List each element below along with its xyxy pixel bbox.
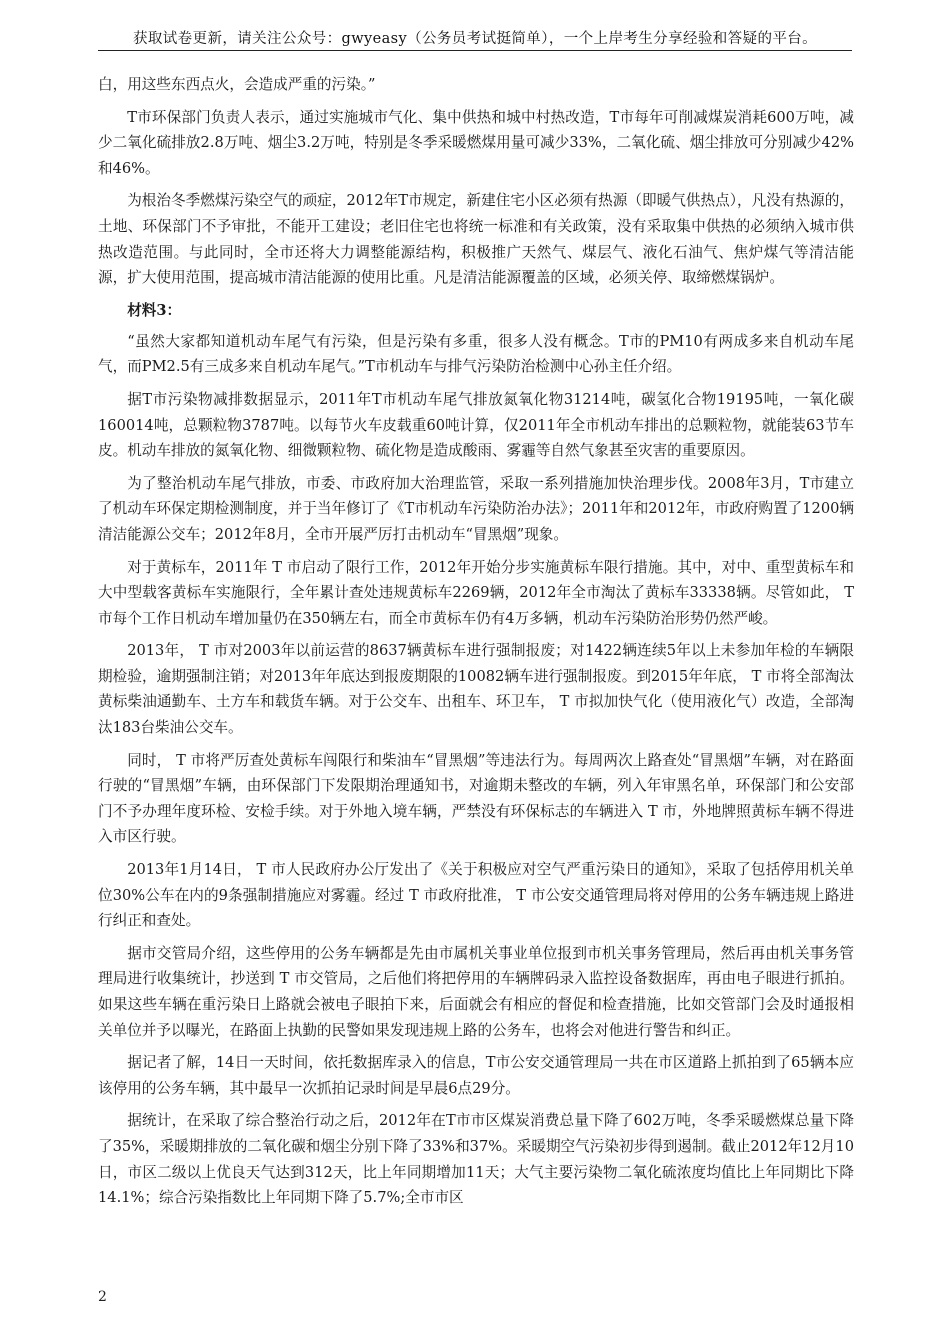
paragraph-statistics: 据统计，在采取了综合整治行动之后，2012年在T市市区煤炭消费总量下降了602万吨，冬季采暖燃煤总量下降了35%，采暖期排放的二氧化碳和烟尘分别下降了33%和37%。采暖期空气污染初步得到遏制。截止2012年12月10日，市区二级以上优良天气达到312天，比上年同期增加11天；大气主要污染物二氧化硫浓度均值比上年同期比下降14.1%；综合污染指数比上年同期下降了5.7%;全市市区	[98, 1112, 854, 1207]
paragraph-continuation: 白，用这些东西点火，会造成严重的污染。”	[98, 76, 376, 93]
header-divider	[98, 50, 852, 51]
material-3-heading: 材料3：	[127, 301, 182, 319]
paragraph-2013-scrapping: 2013年， T 市对2003年以前运营的8637辆黄标车进行强制报废；对1422辆连续5年以上未参加年检的车辆限期检验，逾期强制注销；对2013年年底达到报废期限的10082辆车进行强制报废。到2015年年底， T 市将全部淘汰黄标柴油通勤车、土方车和载货车辆。对于公交车、出租车、环卫车， T 市拟加快气化（使用液化气）改造，全部淘汰183台柴油公交车。	[98, 642, 854, 737]
paragraph-jan-14-notice: 2013年1月14日， T 市人民政府办公厅发出了《关于积极应对空气严重污染日的通知》，采取了包括停用机关单位30%公车在内的9条强制措施应对雾霾。经过 T 市政府批准， T 市公安交通管理局将对停用的公务车辆违规上路进行纠正和查处。	[98, 861, 854, 930]
paragraph-vehicle-exhaust: “虽然大家都知道机动车尾气有污染，但是污染有多重，很多人没有概念。T市的PM10有两成多来自机动车尾气，而PM2.5有三成多来自机动车尾气。”T市机动车与排气污染防治检测中心孙主任介绍。	[98, 332, 854, 376]
paragraph-traffic-bureau: 据市交管局介绍，这些停用的公务车辆都是先由市属机关事业单位报到市机关事务管理局，然后再由机关事务管理局进行收集统计，抄送到 T 市交管局，之后他们将把停用的车辆牌码录入监控设备数据库，再由电子眼进行抓拍。如果这些车辆在重污染日上路就会被电子眼拍下来，后面就会有相应的督促和检查措施，比如交管部门会及时通报相关单位并予以曝光，在路面上执勤的民警如果发现违规上路的公务车，也将会对他进行警告和纠正。	[98, 944, 854, 1039]
paragraph-black-smoke: 同时， T 市将严厉查处黄标车闯限行和柴油车“冒黑烟”等违法行为。每周两次上路查处“冒黑烟”车辆，对在路面行驶的“冒黑烟”车辆，由环保部门下发限期治理通知书，对逾期未整改的车辆，列入年审黑名单，环保部门和公安部门不予办理年度环检、安检手续。对于外地入境车辆，严禁没有环保标志的车辆进入 T 市，外地牌照黄标车辆不得进入市区行驶。	[98, 751, 854, 846]
paragraph-yellow-label-cars: 对于黄标车，2011年 T 市启动了限行工作，2012年开始分步实施黄标车限行措施。其中，对中、重型黄标车和大中型载客黄标车实施限行，全年累计查处违规黄标车2269辆，2012年全市淘汰了黄标车33338辆。尽管如此， T 市每个工作日机动车增加量仍在350辆左右，而全市黄标车仍有4万多辆，机动车污染防治形势仍然严峻。	[98, 558, 854, 627]
document-body	[98, 72, 854, 1218]
header-notice: 获取试卷更新，请关注公众号：gwyeasy（公务员考试挺简单），一个上岸考生分享经验和答疑的平台。	[132, 31, 818, 47]
paragraph-reporter-findings: 据记者了解，14日一天时间，依托数据库录入的信息，T市公安交通管理局一共在市区道路上抓拍到了65辆本应该停用的公务车辆，其中最早一次抓拍记录时间是早晨6点29分。	[98, 1054, 854, 1097]
page-number: 2	[98, 1289, 107, 1305]
paragraph-environment-dept: T市环保部门负责人表示，通过实施城市气化、集中供热和城中村热改造，T市每年可削减煤炭消耗600万吨，减少二氧化硫排放2.8万吨、烟尘3.2万吨，特别是冬季采暖燃煤用量可减少33%，二氧化硫、烟尘排放可分别减少42%和46%。	[98, 108, 854, 177]
paragraph-winter-coal: 为根治冬季燃煤污染空气的顽症，2012年T市规定，新建住宅小区必须有热源（即暖气供热点），凡没有热源的，土地、环保部门不予审批，不能开工建设；老旧住宅也将统一标准和有关政策，没有采取集中供热的必须纳入城市供热改造范围。与此同时，全市还将大力调整能源结构，积极推广天然气、煤层气、液化石油气、焦炉煤气等清洁能源，扩大使用范围，提高城市清洁能源的使用比重。凡是清洁能源覆盖的区域，必须关停、取缔燃煤锅炉。	[98, 192, 854, 287]
paragraph-regulation-measures: 为了整治机动车尾气排放，市委、市政府加大治理监管，采取一系列措施加快治理步伐。2008年3月，T市建立了机动车环保定期检测制度，并于当年修订了《T市机动车污染防治办法》；2011年和2012年，市政府购置了1200辆清洁能源公交车；2012年8月，全市开展严厉打击机动车“冒黑烟”现象。	[98, 474, 854, 543]
paragraph-emission-data: 据T市污染物减排数据显示，2011年T市机动车尾气排放氮氧化物31214吨，碳氢化合物19195吨，一氧化碳160014吨，总颗粒物3787吨。以每节火车皮载重60吨计算，仅2011年全市机动车排出的总颗粒物，就能装63节车皮。机动车排放的氮氧化物、细微颗粒物、硫化物是造成酸雨、雾霾等自然气象甚至灾害的重要原因。	[98, 390, 854, 460]
